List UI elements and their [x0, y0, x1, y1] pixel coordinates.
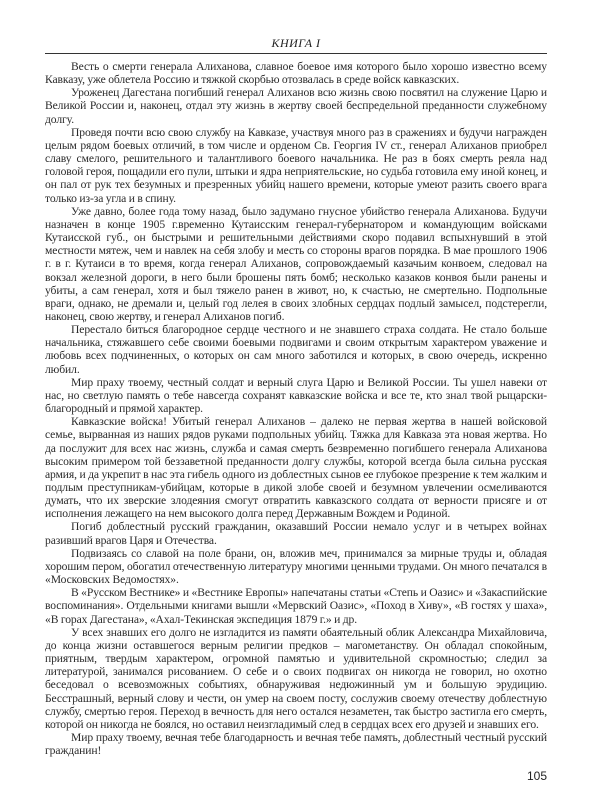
- paragraph: Погиб доблестный русский гражданин, оказавший России немало услуг и в четырех войнах разивший врагов Царя и Отечества.: [45, 520, 547, 547]
- paragraph: Мир праху твоему, вечная тебе благодарность и вечная тебе память, доблестный честный русский гражданин!: [45, 730, 547, 758]
- paragraph: Подвизаясь со славой на поле брани, он, вложив меч, принимался за мирные труды и, обладая хорошим пером, обогатил отечественную литературу многими ценными трудами. Он много печатался в «Московских Ведомостях».: [45, 546, 547, 587]
- running-header: КНИГА I: [271, 36, 321, 50]
- paragraph: Перестало биться благородное сердце честного и не знавшего страха солдата. Не стало больше начальника, стяжавшего себе своими боевыми подвигами и своим открытым характером уважение и любовь всех подчиненных, о которых он сам много заботился и которых, в свою очередь, искренно любил.: [45, 323, 547, 376]
- paragraph: Мир праху твоему, честный солдат и верный слуга Царю и Великой России. Ты ушел навеки от нас, но светлую память о тебе навсегда сохранят кавказские войска и все те, кто знал твой рыцарски-благородный и прямой характер.: [45, 375, 547, 416]
- paragraph: Кавказские войска! Убитый генерал Алиханов – далеко не первая жертва в нашей войсковой семье, вырванная из наших рядов руками подпольных убийц. Тяжка для Кавказа эта новая жертва. Но да послужит для всех нас жизнь, служба и самая смерть безвременно погибшего генерала Алиханова высоким примером той беззаветной преданности долгу службы, которой всегда была сильна русская армия, и да укрепит в нас эта гибель одного из доблестных сынов ее глубокое презрение к тем жалким и подлым преступникам-убийцам, которые в дикой злобе своей и безумном увлечении осмеливаются думать, что их зверские злодеяния смогут отвратить кавказского солдата от верности присяге и от исполнения лежащего на нем высокого долга перед Державным Вождем и Родиной.: [45, 415, 547, 521]
- paragraph: Весть о смерти генерала Алиханова, славное боевое имя которого было хорошо известно всему Кавказу, уже облетела Россию и тяжкой скорбью отозвалась в среде войск кавказских.: [45, 60, 547, 87]
- page-number: 105: [526, 769, 547, 784]
- page-body: [45, 60, 547, 757]
- paragraph: Уроженец Дагестана погибший генерал Алиханов всю жизнь свою посвятил на служение Царю и Великой России и, наконец, отдал эту жизнь в жертву своей беспредельной преданности служебному долгу.: [45, 86, 547, 126]
- paragraph: Уже давно, более года тому назад, было задумано гнусное убийство генерала Алиханова. Будучи назначен в конце 1905 г.временно Кутаисским генерал-губернатором и командующим войсками Кутаисской губ., он быстрыми и решительными действиями скоро подавил вспыхнувший в этой местности мятеж, чем и навлек на себя злобу и месть со стороны врагов порядка. В мае прошлого 1906 г. в г. Кутаиси в то время, когда генерал Алиханов, сопровождаемый казачьим конвоем, следовал на вокзал железной дороги, в него были брошены пять бомб; несколько казаков конвоя были ранены и убиты, а сам генерал, хотя и был тяжело ранен в живот, но, к счастью, не смертельно. Подпольные враги, однако, не дремали и, целый год лелея в своих злобных сердцах подлый замысел, подстерегли, наконец, свою жертву, и генерал Алиханов погиб.: [45, 204, 547, 323]
- paragraph: Проведя почти всю свою службу на Кавказе, участвуя много раз в сражениях и будучи награжден целым рядом боевых отличий, в том числе и орденом Св. Георгия IV ст., генерал Алиханов приобрел славу смелого, решительного и талантливого боевого начальника. Не раз в боях смерть реяла над головой героя, пощадили его пули, штыки и ядра неприятельские, но судьба готовила ему иной конец, и он пал от рук тех безумных и презренных убийц нашего времени, которые умеют разить своего врага только из-за угла и в спину.: [45, 125, 547, 205]
- header-rule: [45, 53, 547, 54]
- paragraph: У всех знавших его долго не изгладится из памяти обаятельный облик Александра Михайловича, до конца жизни оставшегося верным религии предков – магометанству. Он обладал спокойным, приятным, твердым характером, огромной памятью и удивительной скромностью; следил за литературой, занимался рисованием. О себе и о своих подвигах он никогда не говорил, но охотно беседовал о всевозможных событиях, обнаруживая недюжинный ум и большую эрудицию. Бесстрашный, верный слову и чести, он умер на своем посту, сослужив своему отечеству доблестную службу, смертью героя. Переход в вечность для него остался незаметен, так быстро застигла его смерть, которой он никогда не боялся, но оставил неизгладимый след в сердцах всех его друзей и знавших его.: [45, 625, 547, 731]
- paragraph: В «Русском Вестнике» и «Вестнике Европы» напечатаны статьи «Степь и Оазис» и «Закаспийские воспоминания». Отдельными книгами вышли «Мервский Оазис», «Поход в Хиву», «В гостях у шаха», «В горах Дагестана», «Ахал-Текинская экспедиция 1879 г.» и др.: [45, 586, 547, 626]
